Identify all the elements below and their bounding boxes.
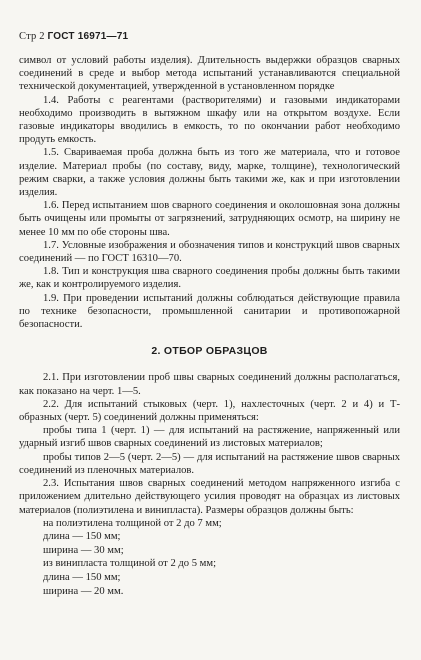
paragraph-sample-types-2-5: пробы типов 2—5 (черт. 2—5) — для испытаний на растяжение швов сварных соединений из пленочных материалов. xyxy=(19,451,400,476)
section-heading: 2. ОТБОР ОБРАЗЦОВ xyxy=(151,345,268,358)
standard-number: ГОСТ 16971—71 xyxy=(47,31,129,42)
list-item: на полиэтилена толщиной от 2 до 7 мм; xyxy=(43,517,222,529)
list-item: длина — 150 мм; xyxy=(43,531,121,543)
paragraph-2-2: 2.2. Для испытаний стыковых (черт. 1), нахлесточных (черт. 2 и 4) и Т-образных (черт. 5) соединений должны применяться: xyxy=(19,398,400,424)
list-item: длина — 150 мм; xyxy=(43,572,121,584)
paragraph-continuation: символ от условий работы изделия). Длительность выдержки образцов сварных соединений в среде и выбор метода испытаний устанавливаются специальной технической документацией, утвержденной в установленном порядке xyxy=(19,55,400,93)
paragraph-2-3: 2.3. Испытания швов сварных соединений методом напряженного изгиба с приложением длительно действующего усилия проводят на образцах из листовых материалов (полиэтилена и винипласта). Размеры образцов должны быть: xyxy=(19,478,400,516)
dimensions-list xyxy=(19,517,400,599)
paragraph-1-4: 1.4. Работы с реагентами (растворителями) и газовыми индикаторами необходимо производить в вытяжном шкафу или на открытом воздухе. Если газовые индикаторы вводились в емкость, то по окончании работ необходимо продуть емкость. xyxy=(19,94,400,146)
paragraph-1-8: 1.8. Тип и конструкция шва сварного соединения пробы должны быть такими же, как и контролируемого изделия. xyxy=(19,266,400,291)
paragraph-1-6: 1.6. Перед испытанием шов сварного соединения и околошовная зона должны быть очищены или промыты от загрязнений, затрудняющих осмотр, на ширину не менее 10 мм по обе стороны шва. xyxy=(19,200,400,238)
page-number: Стр 2 xyxy=(19,31,45,42)
paragraph-1-9: 1.9. При проведении испытаний должны соблюдаться действующие правила по технике безопасности, промышленной санитарии и противопожарной безопасности. xyxy=(19,292,400,331)
paragraph-1-7: 1.7. Условные изображения и обозначения типов и конструкций швов сварных соединений — по ГОСТ 16310—70. xyxy=(19,239,400,265)
list-item: из винипласта толщиной от 2 до 5 мм; xyxy=(43,558,217,570)
page-header xyxy=(19,31,128,42)
paragraph-sample-type-1: пробы типа 1 (черт. 1) — для испытаний на растяжение, напряженный или ударный изгиб швов сварных соединений из листовых материалов; xyxy=(19,425,400,450)
list-item: ширина — 20 мм. xyxy=(43,585,124,597)
paragraph-2-1: 2.1. При изготовлении проб швы сварных соединений должны располагаться, как показано на черт. 1—5. xyxy=(19,372,400,397)
list-item: ширина — 30 мм; xyxy=(43,544,124,556)
page-body xyxy=(19,54,400,598)
paragraph-1-5: 1.5. Свариваемая проба должна быть из того же материала, что и готовое изделие. Материал пробы (по составу, виду, марке, толщине), технологический режим сварки, а также условия должны быть такими же, как и при изготовлении изделия. xyxy=(19,147,400,199)
